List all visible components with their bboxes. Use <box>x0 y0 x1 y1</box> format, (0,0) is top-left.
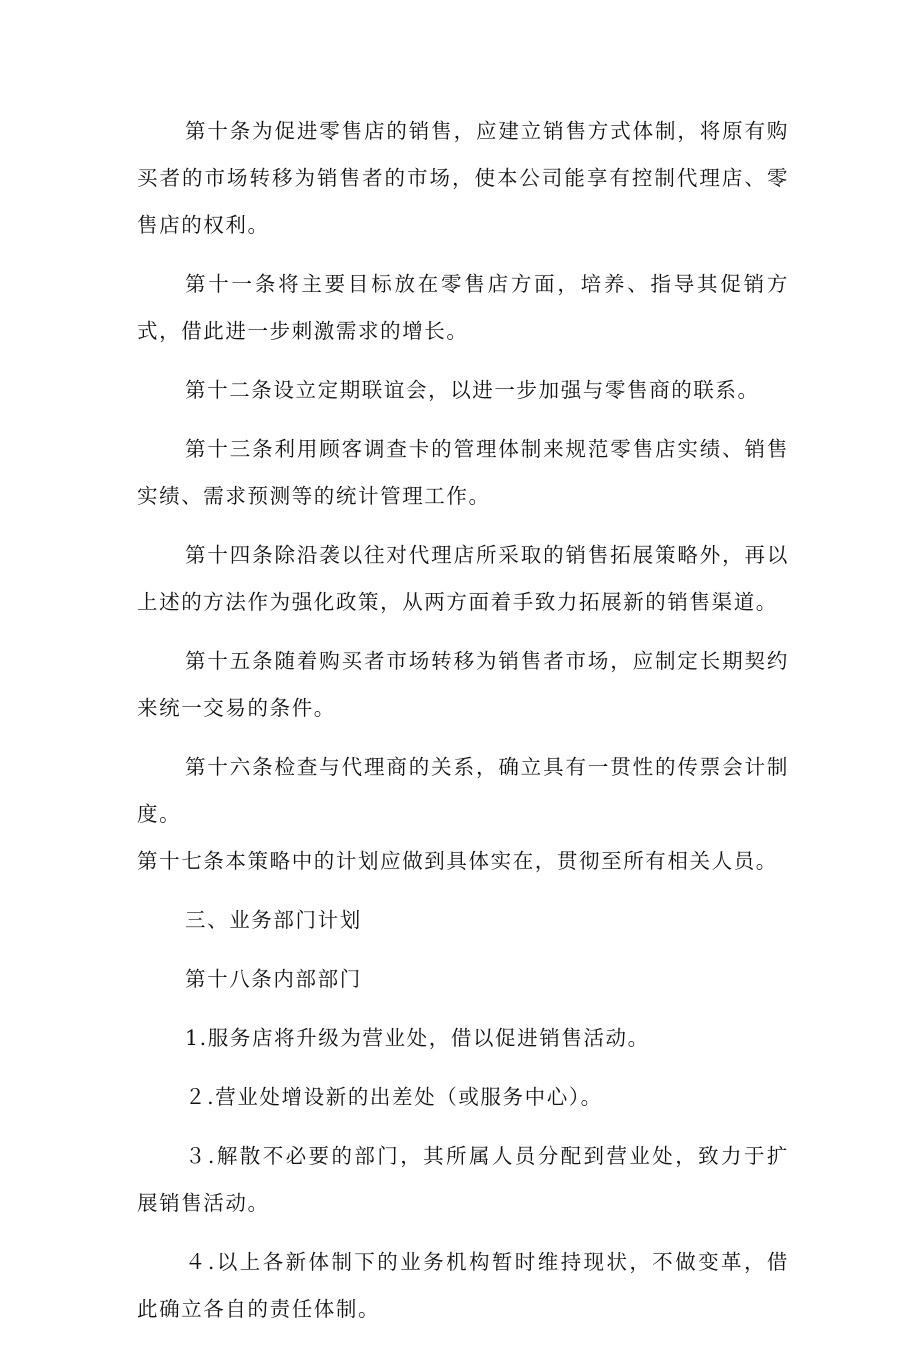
article-17-paragraph: 第十七条本策略中的计划应做到具体实在，贯彻至所有相关人员。 <box>137 849 778 873</box>
article-12-paragraph: 第十二条设立定期联谊会，以进一步加强与零售商的联系。 <box>185 378 760 402</box>
article-11-paragraph: 第十一条将主要目标放在零售店方面，培养、指导其促销方式，借此进一步刺激需求的增长。 <box>137 272 789 343</box>
list-item-4: ４.以上各新体制下的业务机构暂时维持现状，不做变革，借此确立各自的责任体制。 <box>137 1250 789 1321</box>
article-15-paragraph: 第十五条随着购买者市场转移为销售者市场，应制定长期契约来统一交易的条件。 <box>137 649 789 720</box>
document-body <box>137 108 789 1345</box>
article-14-paragraph: 第十四条除沿袭以往对代理店所采取的销售拓展策略外，再以上述的方法作为强化政策，从两方面着手致力拓展新的销售渠道。 <box>137 543 789 614</box>
section-heading: 三、业务部门计划 <box>185 908 362 932</box>
article-18-heading: 第十八条内部部门 <box>185 967 362 991</box>
list-item-1: 1.服务店将升级为营业处，借以促进销售活动。 <box>185 1026 650 1050</box>
list-item-2: ２.营业处增设新的出差处（或服务中心）。 <box>185 1085 603 1109</box>
article-10-paragraph: 第十条为促进零售店的销售，应建立销售方式体制，将原有购买者的市场转移为销售者的市场，使本公司能享有控制代理店、零售店的权利。 <box>137 119 789 237</box>
article-16-paragraph: 第十六条检查与代理商的关系，确立具有一贯性的传票会计制度。 <box>137 755 789 826</box>
list-item-3: ３.解散不必要的部门，其所属人员分配到营业处，致力于扩展销售活动。 <box>137 1144 789 1215</box>
article-13-paragraph: 第十三条利用顾客调查卡的管理体制来规范零售店实绩、销售实绩、需求预测等的统计管理工作。 <box>137 437 789 508</box>
